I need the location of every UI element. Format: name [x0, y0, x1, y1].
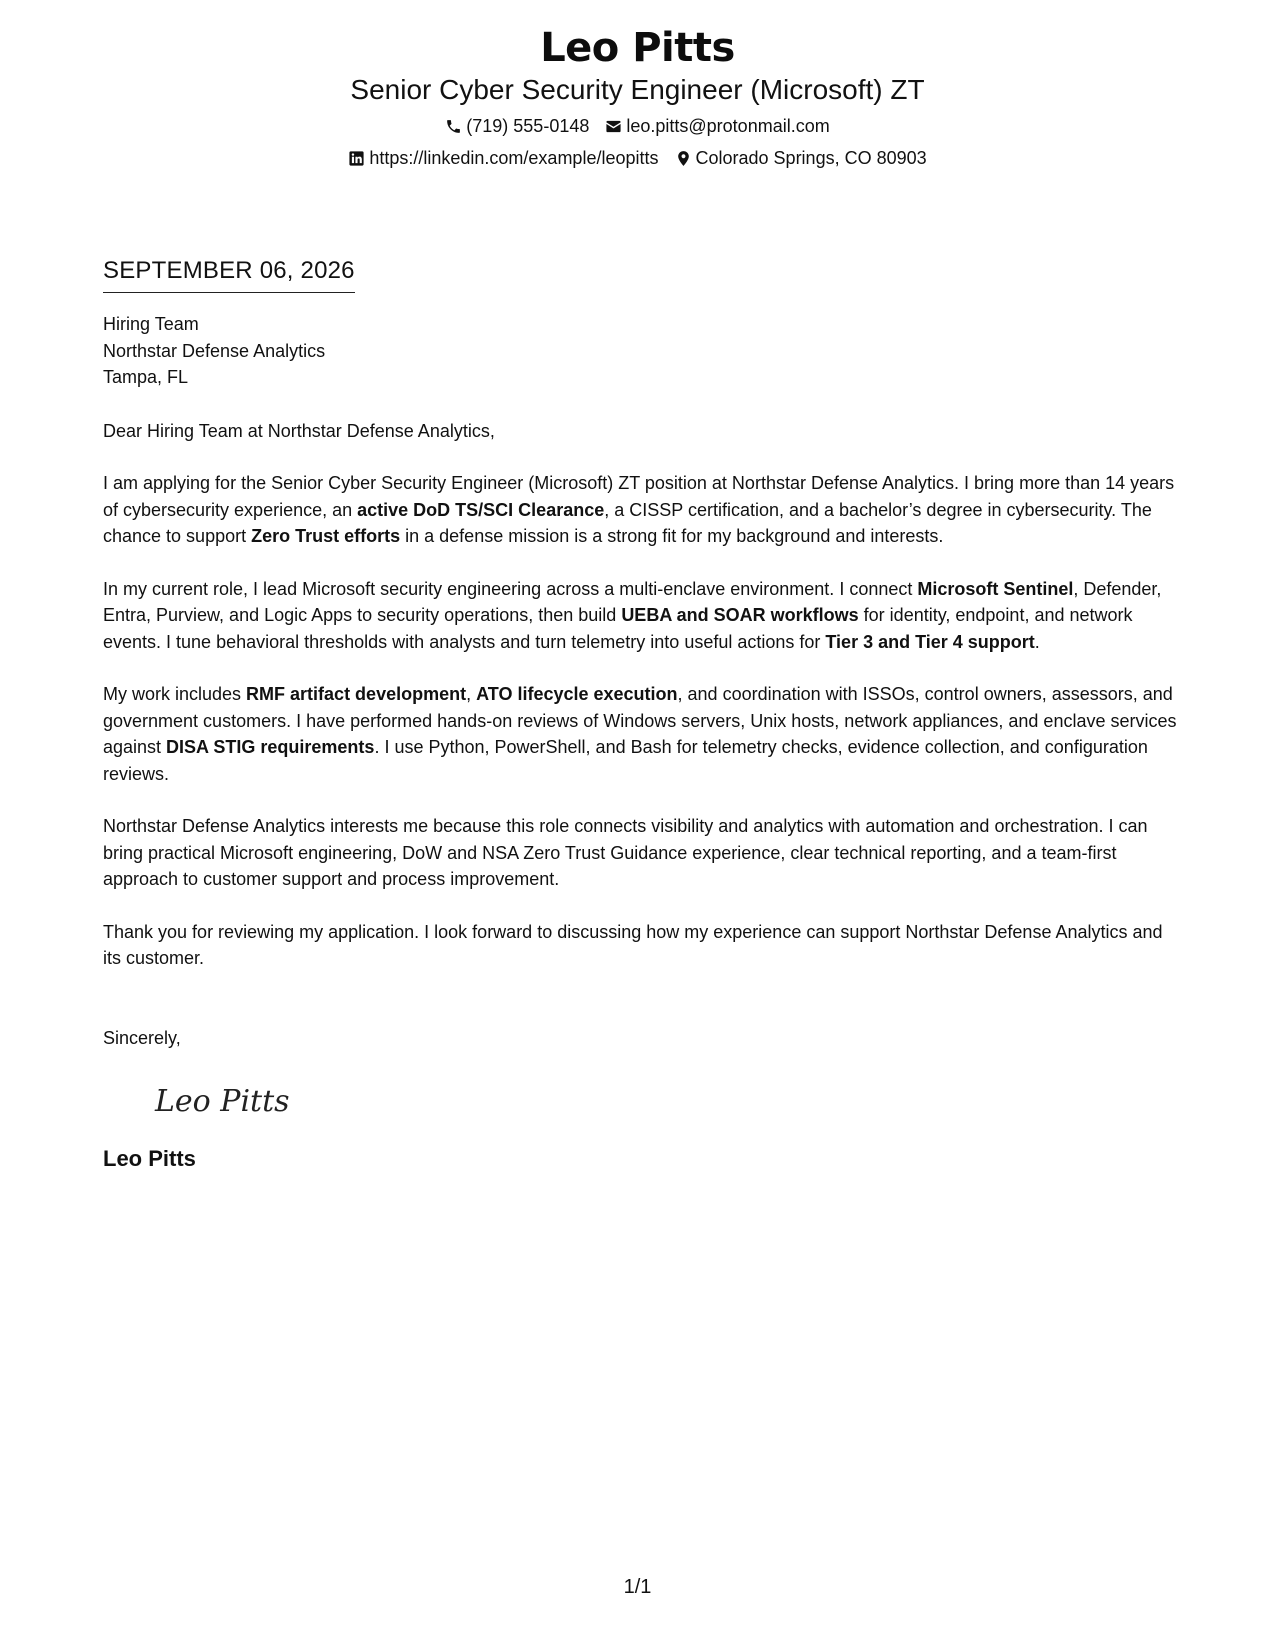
signature-text: Leo Pitts: [155, 1084, 290, 1119]
paragraph-emphasis: Microsoft Sentinel: [917, 578, 1074, 599]
signer-name: Leo Pitts: [103, 1146, 196, 1171]
recipient-line: Hiring Team: [103, 314, 199, 334]
page-number: 1/1: [623, 1576, 652, 1598]
paragraph-text: .: [1034, 631, 1040, 652]
paragraph-intro: [103, 470, 1178, 550]
paragraph-text: In my current role, I lead Microsoft security engineering across a multi-enclave environment. I connect: [103, 578, 918, 599]
letter-header: [0, 22, 1275, 170]
paragraph-text: I am applying for the Senior Cyber Security Engineer (Microsoft) ZT position at Northstar Defense Analytics. I bring more than 14 years of cybersecurity experience, an: [103, 473, 1175, 520]
envelope-icon: [605, 118, 622, 135]
paragraph-emphasis: active DoD TS/SCI Clearance: [357, 499, 605, 520]
recipient-block: [103, 311, 1178, 391]
paragraph-text: in a defense mission is a strong fit for my background and interests.: [400, 526, 944, 546]
location-text: Colorado Springs, CO 80903: [695, 148, 927, 168]
paragraph-emphasis: Zero Trust efforts: [251, 526, 401, 546]
applicant-title: Senior Cyber Security Engineer (Microsoft) ZT: [350, 74, 925, 105]
paragraph-work: [103, 681, 1178, 787]
phone-icon: [445, 118, 462, 135]
paragraph-emphasis: ATO lifecycle execution: [476, 684, 678, 704]
email-text[interactable]: leo.pitts@protonmail.com: [626, 116, 830, 136]
paragraph-emphasis: DISA STIG requirements: [166, 737, 375, 757]
paragraph-text: , and coordination with ISSOs, control owners, assessors, and government customers. I have performed hands-on reviews of Windows servers, Unix hosts, network appliances, and enclave services against: [103, 684, 1177, 757]
letter-date: SEPTEMBER 06, 2026: [103, 256, 355, 293]
contact-location: [675, 146, 927, 170]
paragraph-text: . I use Python, PowerShell, and Bash for telemetry checks, evidence collection, and configuration reviews.: [103, 737, 1148, 784]
applicant-name: Leo Pitts: [540, 25, 735, 71]
linkedin-url[interactable]: https://linkedin.com/example/leopitts: [369, 148, 659, 168]
paragraph-emphasis: UEBA and SOAR workflows: [621, 605, 859, 625]
paragraph-emphasis: RMF artifact development: [246, 684, 467, 704]
paragraph-text: , a CISSP certification, and a bachelor’s degree in cybersecurity. The chance to support: [103, 499, 1152, 546]
closing: Sincerely,: [103, 1027, 181, 1048]
contact-email[interactable]: [605, 114, 829, 138]
paragraph-text: My work includes: [103, 684, 247, 704]
paragraph-text: ,: [466, 684, 477, 704]
paragraph-text: for identity, endpoint, and network events. I tune behavioral thresholds with analysts and turn telemetry into useful actions for: [103, 605, 1133, 652]
map-pin-icon: [675, 150, 692, 167]
letter-body: [103, 256, 1178, 1173]
contact-row-secondary: [0, 146, 1275, 170]
linkedin-icon: [348, 150, 365, 167]
paragraph-text: , Defender, Entra, Purview, and Logic Apps to security operations, then build: [103, 578, 1162, 625]
recipient-line: Tampa, FL: [103, 367, 189, 387]
paragraph-emphasis: Tier 3 and Tier 4 support: [825, 631, 1035, 652]
salutation: Dear Hiring Team at Northstar Defense Analytics,: [103, 420, 495, 441]
recipient-line: Northstar Defense Analytics: [103, 340, 326, 361]
handwritten-signature: [153, 1079, 1178, 1123]
contact-row-primary: [0, 114, 1275, 138]
paragraph-thanks: Thank you for reviewing my application. I look forward to discussing how my experience can support Northstar Defense Analytics and its customer.: [103, 921, 1163, 968]
paragraph-interest: Northstar Defense Analytics interests me because this role connects visibility and analytics with automation and orchestration. I can bring practical Microsoft engineering, DoW and NSA Zero Trust Guidance experience, clear technical reporting, and a team-first approach to customer support and process improvement.: [103, 816, 1148, 889]
contact-phone: [445, 114, 589, 138]
phone-text: (719) 555-0148: [466, 116, 590, 136]
contact-linkedin[interactable]: [348, 146, 658, 170]
paragraph-current-role: [103, 576, 1178, 656]
